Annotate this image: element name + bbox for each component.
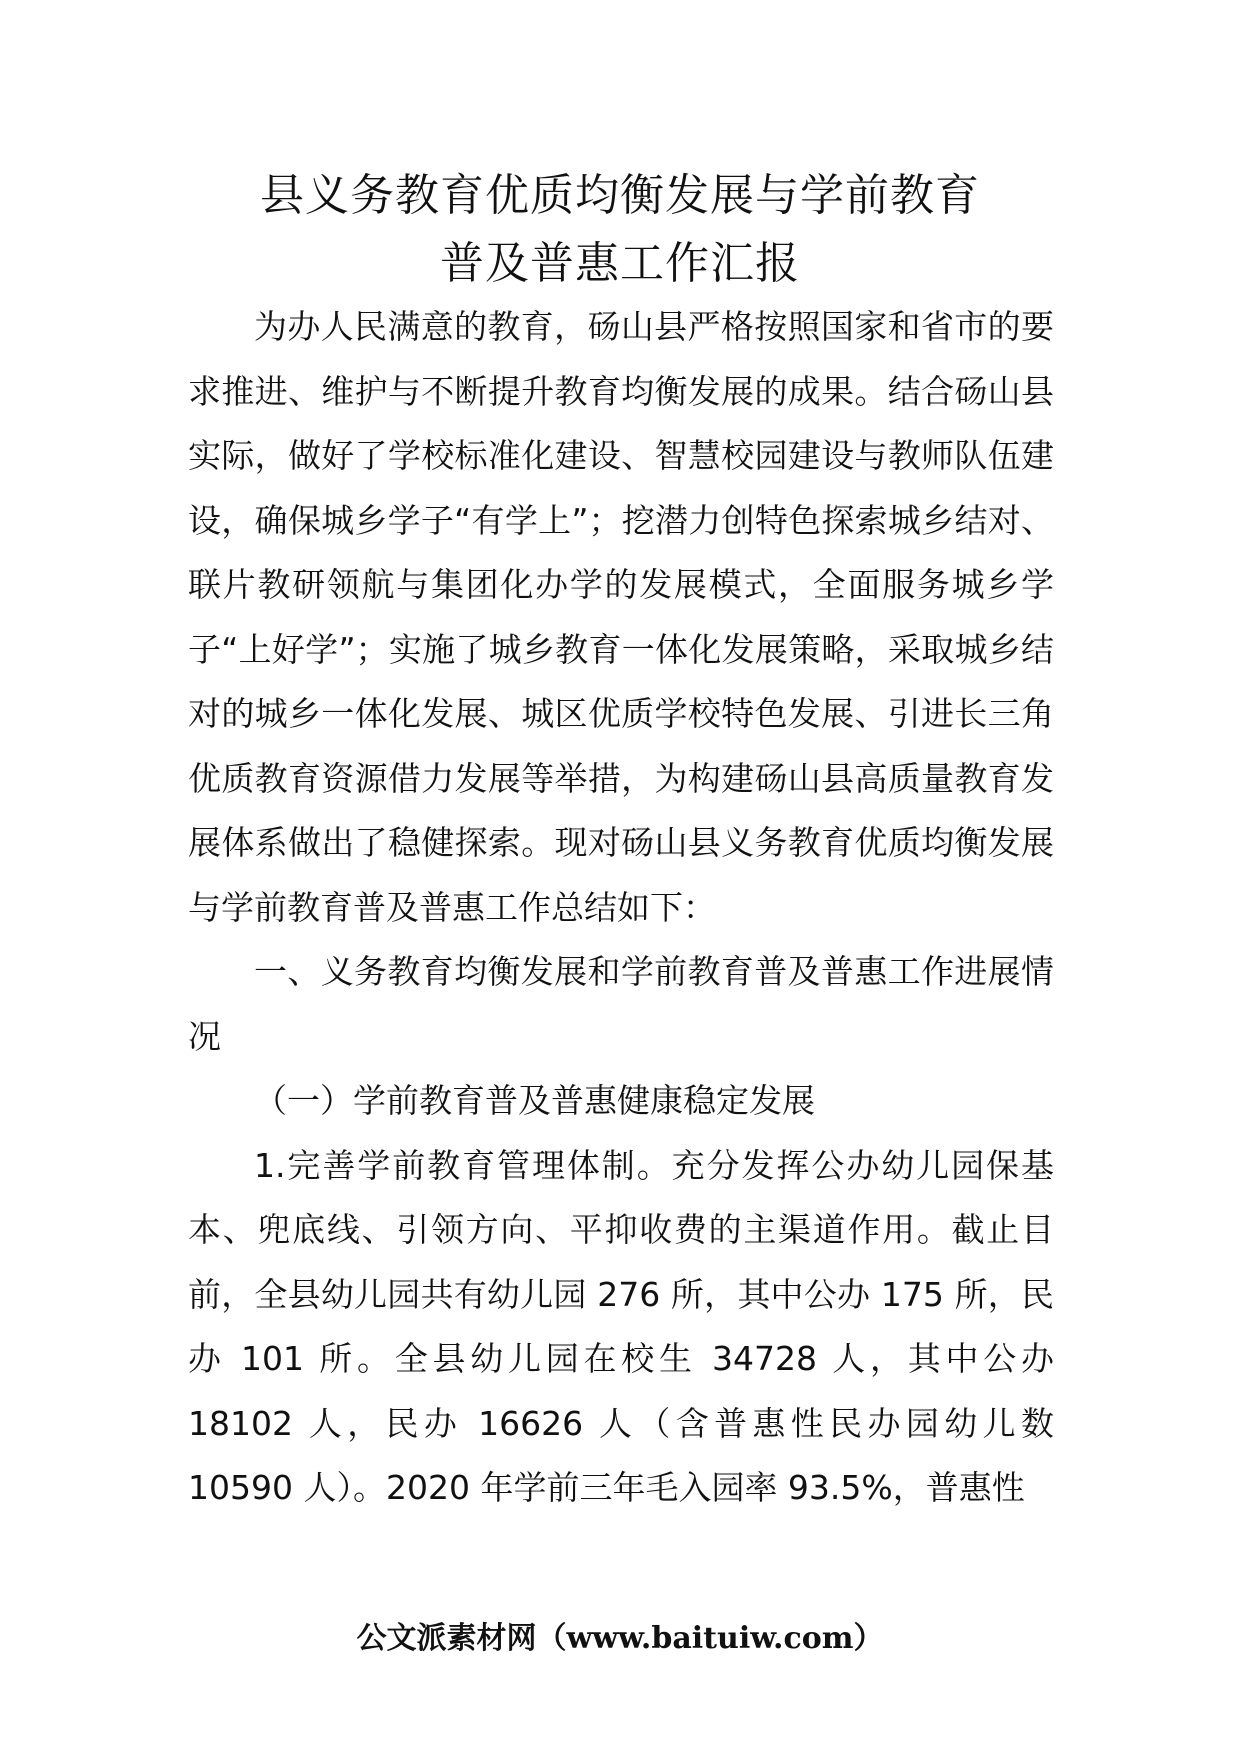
paragraph-item-1: 1.完善学前教育管理体制。充分发挥公办幼儿园保基本、兜底线、引领方向、平抑收费的主渠道作用。截止目前，全县幼儿园共有幼儿园 276 所，其中公办 175 所，民办 101 所。全县幼儿园在校生 34728 人，其中公办 18102 人，民办 16626 人（含普惠性民办园幼儿数 10590 人）。2020 年学前三年毛入园率 93.5%，普惠性	[188, 1145, 1054, 1507]
document-title-line-1: 县义务教育优质均衡发展与学前教育	[260, 170, 980, 221]
section-heading: 一、义务教育均衡发展和学前教育普及普惠工作进展情况	[188, 952, 1054, 1056]
subsection-heading: （一）学前教育普及普惠健康稳定发展	[254, 1081, 815, 1120]
document-body	[188, 295, 1054, 1521]
document-title-line-2: 普及普惠工作汇报	[440, 238, 800, 289]
paragraph-intro: 为办人民满意的教育，砀山县严格按照国家和省市的要求推进、维护与不断提升教育均衡发展的成果。结合砀山县实际，做好了学校标准化建设、智慧校园建设与教师队伍建设，确保城乡学子“有学上”；挖潜力创特色探索城乡结对、联片教研领航与集团化办学的发展模式，全面服务城乡学子“上好学”；实施了城乡教育一体化发展策略，采取城乡结对的城乡一体化发展、城区优质学校特色发展、引进长三角优质教育资源借力发展等举措，为构建砀山县高质量教育发展体系做出了稳健探索。现对砀山县义务教育优质均衡发展与学前教育普及普惠工作总结如下：	[188, 307, 1054, 927]
footer-watermark: 公文派素材网（www.baituiw.com）	[356, 1621, 884, 1656]
